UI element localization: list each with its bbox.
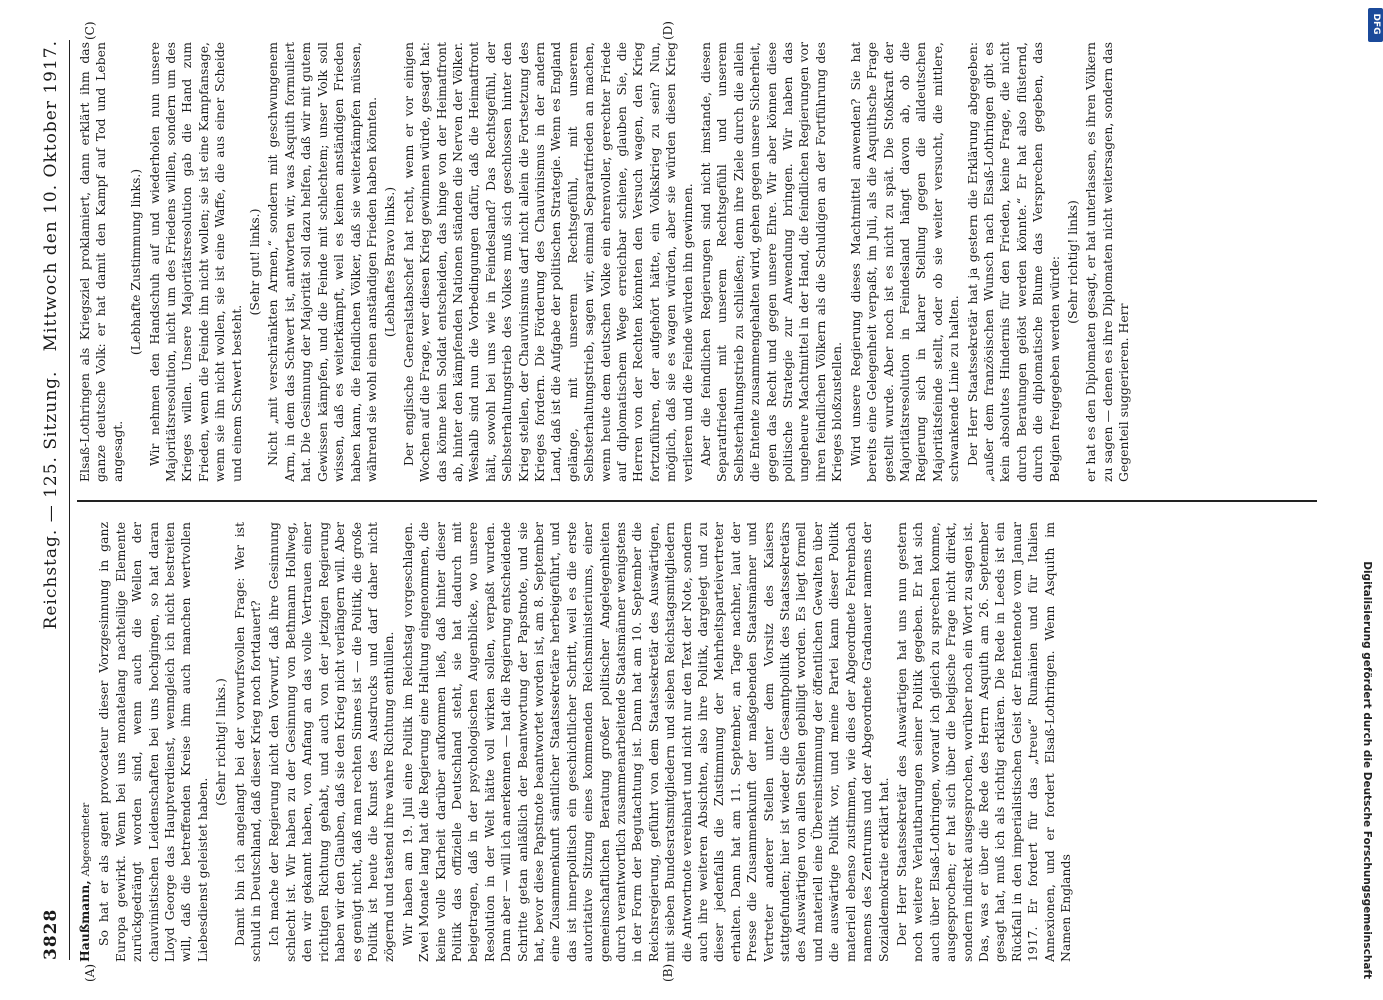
speaker-line (77, 522, 94, 962)
dfg-logo-text: DFG (1370, 13, 1381, 35)
paragraph: Aber die feindlichen Regierungen sind nicht imstande, diesen Separatfrieden mit unserem Rechtsgefühl und unserem Selbsterhaltungstrieb zu schließen; denn ihre Ziele durch die allein die Entente zusammengehalten wird, gehen gegen unsere Sicherheit, gegen das Recht und gegen unsere Ehre. Wir aber können diese politische Strategie zur Anwendung bringen. Wir haben das ungeheure Machtmittel in der Hand, die feindlichen Regierungen vor ihren feindlichen Völkern als die Schuldigen an der Fortführung des Krieges bloßzustellen. (698, 42, 845, 482)
paragraph: Wird unsere Regierung dieses Machtmittel anwenden? Sie hat bereits eine Gelegenheit verpaßt, im Juli, als die Asquithsche Frage gestellt wurde. Aber noch ist es nicht zu spät. Die Stoßkraft der Majoritätsresolution in Feindesland hängt davon ab, ob die Regierung sich in klarer Stellung gegen die alldeutschen Majoritätsfeinde stellt, oder ob sie weiter versucht, die mittlere, schwankende Linie zu halten. (847, 42, 962, 482)
paragraph: Nicht „mit verschränkten Armen,“ sondern mit geschwungenem Arm, in dem das Schwert ist, antworten wir, was Asquith formuliert hat. Die Gesinnung der Majorität soll dazu helfen, daß wir mit gutem Gewissen kämpfen, und die Feinde mit schlechtem; unser Volk soll wissen, daß es weiterkämpft, weil es keinen anständigen Frieden haben kann, die feindlichen Völker, daß sie weiterkämpfen müssen, während sie wohl einen anständigen Frieden haben könnten. (265, 42, 379, 482)
right-column (77, 42, 1327, 482)
paragraph: So hat er als agent provocateur dieser Vorzgesinnung in ganz Europa gewirkt. Wenn bei uns monatelang nachteilige Elemente zurückgedrängt worden sind, wenn auch die Wellen der chauvinistischen Leidenschaften bei uns hochgingen, so hat daran Lloyd George das Hauptverdienst, wenngleich ich nicht bestreiten will, daß die betreffenden Kreise ihm auch manchen wertvollen Liebesdienst geleistet haben. (96, 522, 210, 962)
paragraph: Der Herr Staatssekretär hat ja gestern die Erklärung abgegeben: „außer dem französischen Wunsch nach Elsaß-Lothringen gibt es kein absolutes Hindernis für den Frieden, keine Frage, die nicht durch Beratungen gelöst werden könnte.“ Er hat also flüsternd, durch die diplomatische Blume das Versprechen gegeben, das Belgien freigegeben werden würde: (964, 42, 1062, 482)
interjection: (Sehr richtig! links) (1064, 200, 1080, 324)
session-date: Mittwoch den 10. Oktober 1917. (41, 40, 61, 352)
paragraph: Der englische Generalstabschef hat recht, wenn er vor einigen Wochen auf die Frage, wer diesen Krieg gewinnen würde, gesagt hat: das könne kein Soldat entscheiden, das hinge von der Heimatfront ab, hinter den kämpfenden Nationen ständen die Nerven der Völker. Weshalb sind nun die Vorbedingungen dafür, daß die Heimatfront hält, sowohl bei uns wie in Feindesland? Das Rechtsgefühl, der Selbsterhaltungstrieb des Volkes muß sich geschlossen hinter den Krieg stellen, der Chauvinismus darf nicht allein die Fortsetzung des Krieges fordern. Die Förderung des Chauvinismus in der andern Land, daß ist die Aufgabe der politischen Strategie. Wenn es England gelänge, mit unserem Rechtsgefühl, mit unserem Selbsterhaltungstrieb, sagen wir, einmal Separatfrieden an machen, wenn heute dem deutschen Volke ein ehrenvoller, gerechter Friede auf diplomatischem Wege erreichbar schiene, glauben Sie, die Herren von der Rechten könnten den Versuch wagen, den Krieg fortzuführen, der aufgehört hätte, ein Volkskrieg zu sein? Nun, möglich, daß sie es wagen würden, aber sie würden diesen Krieg verlieren und die Feinde würden ihn gewinnen. (400, 42, 695, 482)
interjection: (Sehr gut! links.) (247, 208, 263, 316)
digitization-credit (1356, 8, 1378, 993)
margin-marker-b: (B) (661, 963, 675, 982)
interjection: (Lebhafte Zustimmung links.) (128, 168, 144, 356)
speaker-name: Haußmann, (77, 880, 92, 962)
left-column (77, 522, 1327, 962)
paragraph: Ich mache der Regierung nicht den Vorwurf, daß ihre Gesinnung schlecht ist. Wir haben zu der Gesinnung von Bethmann Hollweg, den wir gekannt haben, von Anfang an das volle Vertrauen einer richtigen Richtung gehabt, und auch von der jetzigen Regierung haben wir den Glauben, daß sie den Krieg nicht verlängern will. Aber es genügt nicht, daß man rechten Sinnes ist — die Politik, die große Politik ist heute die Kunst des Ausdrucks und darf daher nicht zögernd und tastend ihre wahre Richtung enthüllen. (266, 522, 397, 962)
paragraph: Wir haben am 19. Juli eine Politik im Reichstag vorgeschlagen. Zwei Monate lang hat die Regierung eine Haltung eingenommen, die keine volle Klarheit darüber aufkommen ließ, daß hinter dieser Politik das offizielle Deutschland steht, sie hat dadurch mit beigetragen, daß in der psychologischen Augenblicke, wo unsere Resolution in der Welt hätte voll wirken sollen, verpaßt wurden. Dann aber — will ich anerkennen — hat die Regierung entscheidende Schritte getan anläßlich der Beantwortung der Papstnote, und sie hat, bevor diese Papstnote beantwortet worden ist, am 8. September eine Zusammenkunft sämtlicher Staatssekretäre herbeigeführt, und das ist innerpolitisch ein geschichtlicher Schritt, weil es die erste autoritative Sitzung eines kommenden Reichsministeriums, einer gemeinschaftlichen Beratung großer politischer Angelegenheiten durch verantwortlich zusammenarbeitende Staatsmänner wenigstens in der Form der Begutachtung ist. Dann hat am 10. September die Reichsregierung, geführt von dem Staatssekretär des Auswärtigen, mit sieben Bundesratsmitgliedern und sieben Reichstagsmitgliedern die Antwortnote vereinbart und nicht nur den Text der Note, sondern auch ihre weiteren Absichten, also ihre Politik, dargelegt und zu dieser jedenfalls die Zustimmung der Mehrheitsparteivertreter erhalten. Dann hat am 11. September, an Tage nachher, laut der Presse die Zusammenkunft der maßgebenden Staatsmänner und Vertreter anderer Stellen unter dem Vorsitz des Kaisers stattgefunden; hier ist wieder die Gesamtpolitik des Staatssekretärs des Auswärtigen von allen Stellen gebilligt worden. Es liegt formell und materiell eine Übereinstimmung der öffentlichen Gewalten über die auswärtige Politik vor, und meine Partei kann dieser Politik materiell ebenso zustimmen, wie dies der Abgeordnete Fehrenbach namens des Zentrums und der Abgeordnete Gradnauer namens der Sozialdemokratie erklärt hat. (399, 522, 891, 962)
paragraph: Damit bin ich angelangt bei der vorwurfsvollen Frage: Wer ist schuld in Deutschland, daß dieser Krieg noch fortdauert? (231, 522, 264, 962)
interjection: (Sehr richtig! links.) (213, 678, 229, 806)
margin-marker-d: (D) (661, 21, 675, 40)
speaker-role: Abgeordneter (80, 802, 92, 877)
paragraph: Wir nehmen den Handschuh auf und wiederholen nun unsere Majoritätsresolution, nicht um des Friedens willen, sondern um des Krieges willen. Unsere Majoritätsresolution gab die Hand zum Frieden, wenn die Feinde ihn nicht wollen; sie ist eine Kampfansage, wenn sie ihn nicht wollen, sie ist eine Waffe, die aus einer Scheide und einem Schwert besteht. (146, 42, 244, 482)
paragraph: Der Herr Staatssekretär des Auswärtigen hat uns nun gestern noch weitere Verlautbarungen seiner Politik gegeben. Er hat sich auch über Elsaß-Lothringen, worauf ich gleich zu sprechen komme, ausgesprochen; er hat sich über die belgische Frage nicht direkt, sondern indirekt ausgesprochen, worüber noch ein Wort zu sagen ist. Das, was er über die Rede des Herrn Asquith am 26. September gesagt hat, muß ich als richtig erklären. Die Rede in Leeds ist ein Rückfall in den imperialistischen Geist der Ententenote vom Januar 1917. Er fordert für das „treue“ Rumänien und für Italien Annexionen, und er fordert Elsaß-Lothringen. Wenn Asquith im Namen Englands (893, 522, 1073, 962)
column-divider (77, 501, 1317, 503)
interjection: (Lebhaftes Bravo links.) (382, 186, 398, 338)
digitization-credit-text: Digitalisierung gefördert durch die Deutsche Forschungsgemeinschaft (1361, 560, 1373, 979)
dfg-logo (1368, 8, 1383, 42)
margin-marker-a: (A) (83, 963, 97, 982)
page-header (35, 40, 70, 960)
paragraph: Elsaß-Lothringen als Kriegsziel proklamiert, dann erklärt ihm das ganze deutsche Volk: er hat damit den Kampf auf Tod und Leben angesagt. (77, 42, 125, 482)
paragraph: er hat es den Diplomaten gesagt, er hat unterlassen, es ihren Völkern zu sagen — denen es ihre Diplomaten nicht weitersagen, sondern das Gegenteil suggerieren. Herr (1083, 42, 1132, 482)
page-number: 3828 (41, 908, 61, 960)
running-head: Reichstag. — 125. Sitzung. (41, 370, 61, 630)
margin-marker-c: (C) (83, 21, 97, 40)
scanned-page (21, 20, 1361, 980)
